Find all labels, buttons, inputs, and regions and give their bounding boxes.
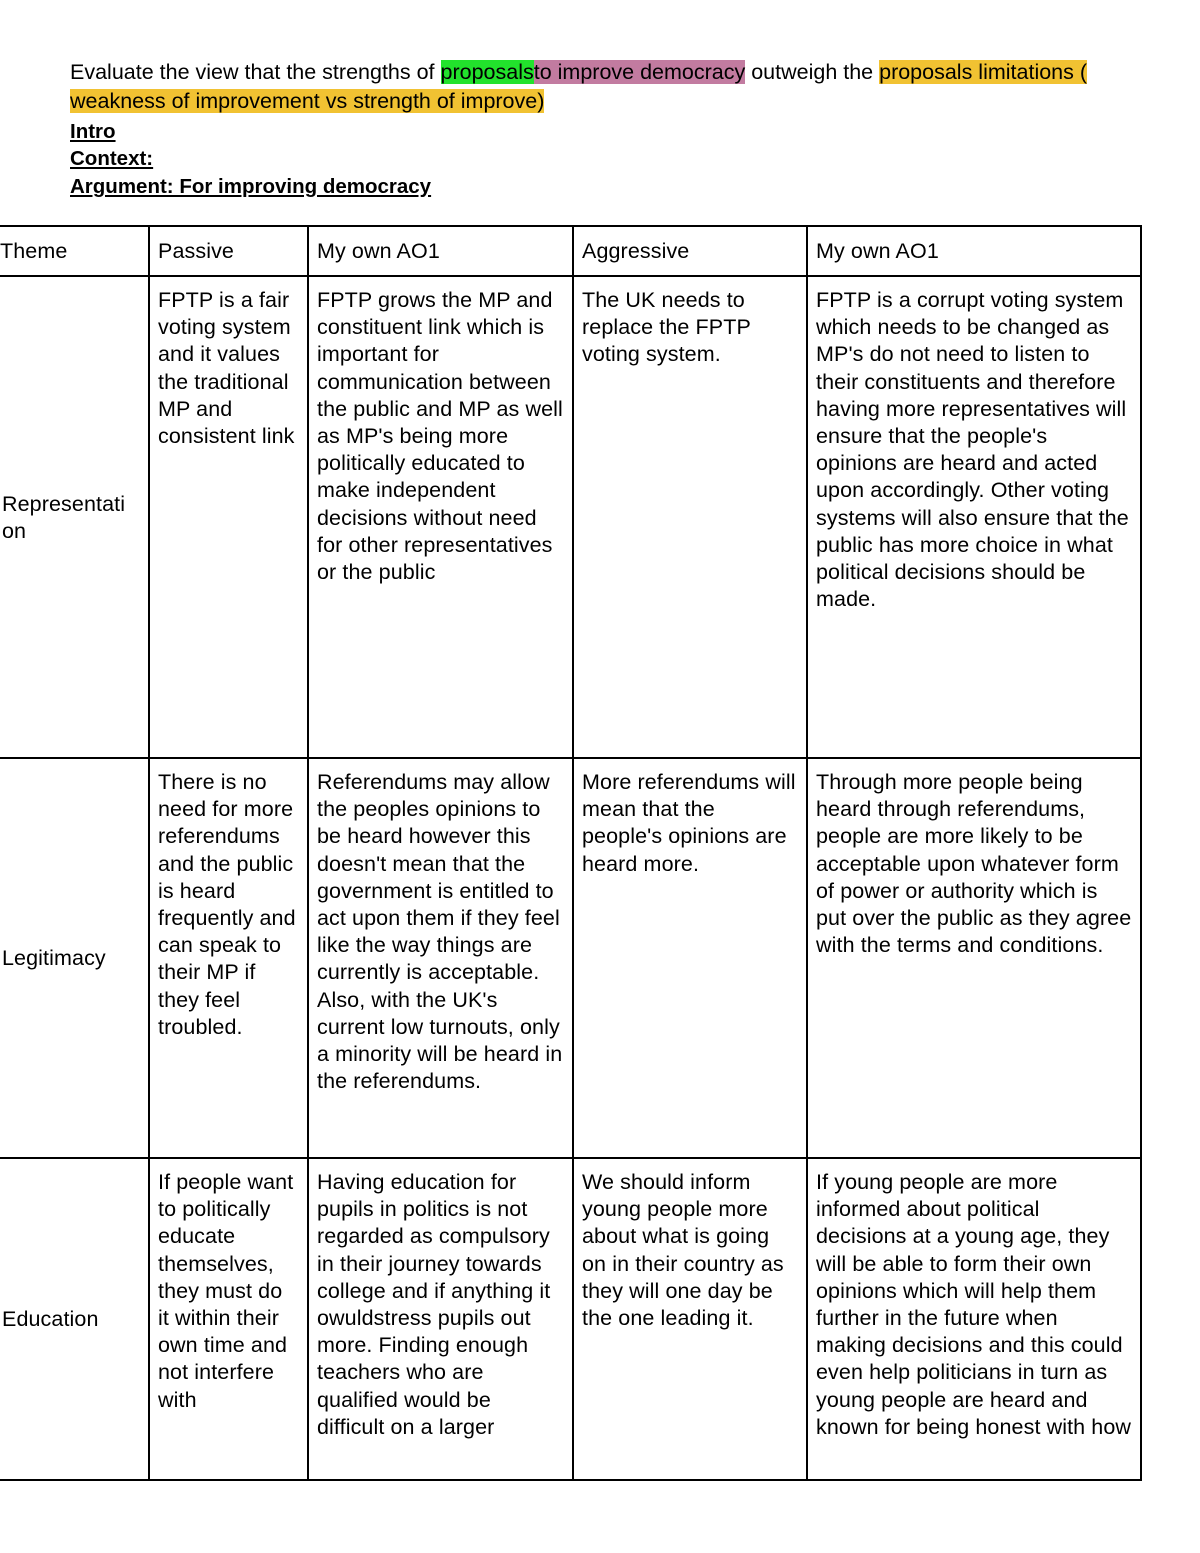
aggressive-cell: The UK needs to replace the FPTP voting system. (573, 276, 807, 758)
header-own-ao1-aggressive: My own AO1 (807, 226, 1141, 276)
argument-heading: Argument: For improving democracy (70, 175, 432, 198)
question-lead: Evaluate the view that the strengths of (70, 60, 441, 84)
own-ao1-passive-cell: Referendums may allow the peoples opinions to be heard however this doesn't mean that the government is entitled to act upon them if they feel like the way things are currently is acceptable. Also, with the UK's current low turnouts, only a minority will be heard in the referendums. (308, 758, 573, 1158)
argument-table (0, 225, 1142, 1481)
aggressive-cell: We should inform young people more about what is going on in their country as they will one day be the one leading it. (573, 1158, 807, 1480)
table-row (0, 1158, 1141, 1480)
own-ao1-aggressive-cell: FPTP is a corrupt voting system which needs to be changed as MP's do not need to listen to their constituents and therefore having more representatives will ensure that the people's opinions are heard and acted upon accordingly. Other voting systems will also ensure that the public has more choice in what political decisions should be made. (807, 276, 1141, 758)
table-row (0, 276, 1141, 758)
highlight-green-proposals: proposals (440, 60, 534, 84)
passive-cell: FPTP is a fair voting system and it values the traditional MP and consistent link (149, 276, 308, 758)
passive-cell: There is no need for more referendums and the public is heard frequently and can speak to their MP if they feel troubled. (149, 758, 308, 1158)
aggressive-cell: More referendums will mean that the people's opinions are heard more. (573, 758, 807, 1158)
header-own-ao1-passive: My own AO1 (308, 226, 573, 276)
header-passive: Passive (149, 226, 308, 276)
own-ao1-aggressive-cell: If young people are more informed about political decisions at a young age, they will be able to form their own opinions which will help them further in the future when making decisions and this could even help politicians in turn as young people are heard and known for being honest with how (807, 1158, 1141, 1480)
theme-cell: Education (0, 1158, 149, 1480)
table-row (0, 758, 1141, 1158)
intro-heading: Intro (70, 120, 116, 143)
header-theme: Theme (0, 226, 149, 276)
own-ao1-passive-cell: Having education for pupils in politics is not regarded as compulsory in their journey towards college and if anything it owuldstress pupils out more. Finding enough teachers who are qualified would be difficult on a larger (308, 1158, 573, 1480)
highlight-yellow-limitations: proposals limitations ( weakness of improvement vs strength of improve) (70, 60, 1088, 113)
essay-question (70, 58, 1130, 116)
own-ao1-aggressive-cell: Through more people being heard through referendums, people are more likely to be acceptable upon whatever form of power or authority which is put over the public as they agree with the terms and conditions. (807, 758, 1141, 1158)
theme-cell: Representati on (0, 276, 149, 758)
passive-cell: If people want to politically educate themselves, they must do it within their own time and not interfere with (149, 1158, 308, 1480)
own-ao1-passive-cell: FPTP grows the MP and constituent link which is important for communication between the public and MP as well as MP's being more politically educated to make independent decisions without need for other representatives or the public (308, 276, 573, 758)
header-aggressive: Aggressive (573, 226, 807, 276)
table-header-row (0, 226, 1141, 276)
theme-cell: Legitimacy (0, 758, 149, 1158)
question-middle: outweigh the (745, 60, 880, 84)
highlight-pink-improve-democracy: to improve democracy (533, 60, 746, 84)
context-heading: Context: (70, 147, 154, 170)
